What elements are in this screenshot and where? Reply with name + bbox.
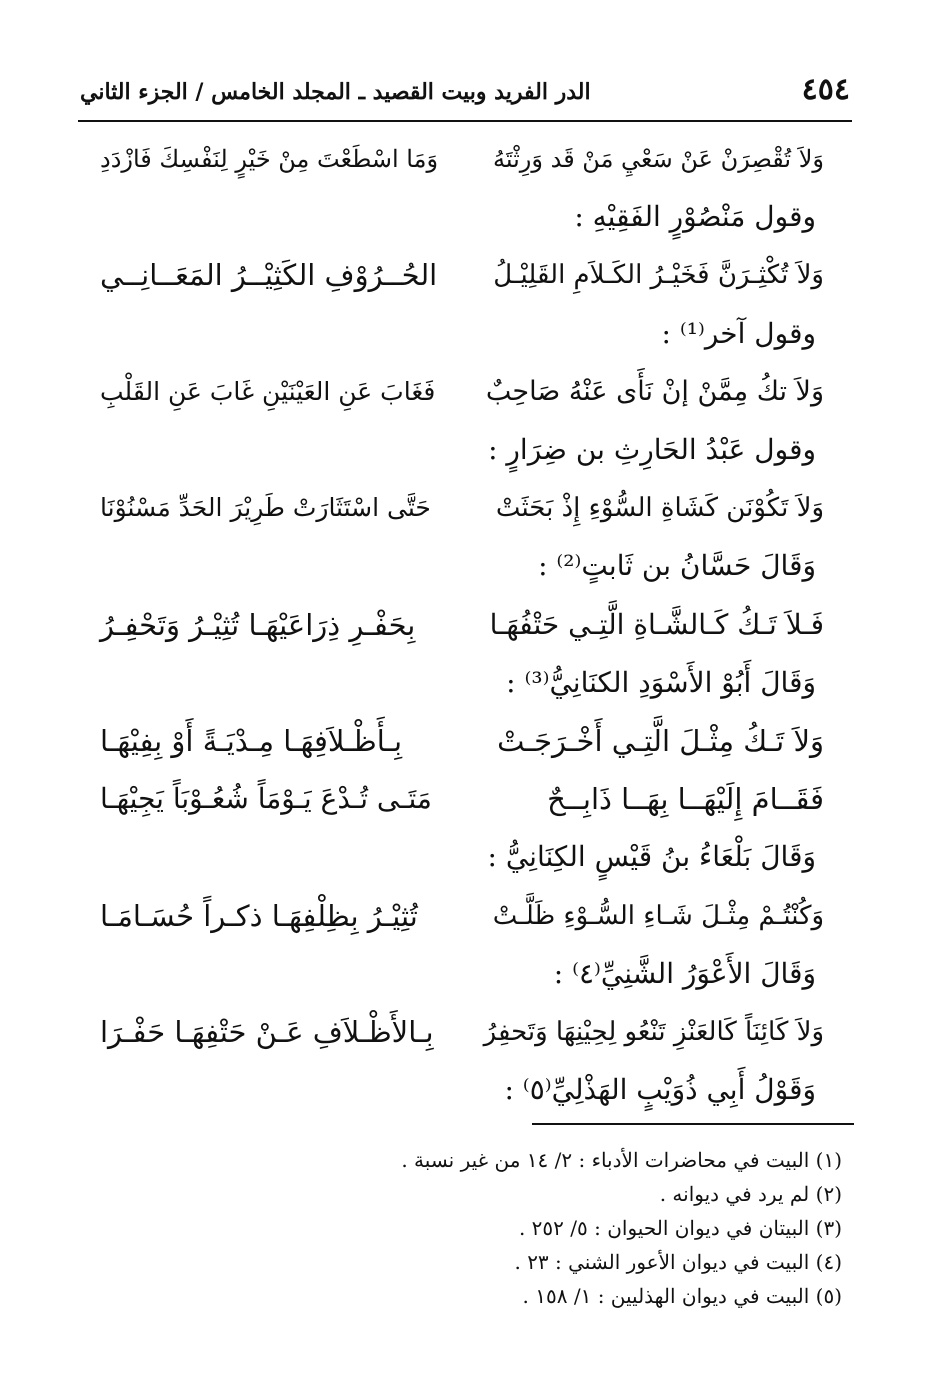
attribution-line [100,945,824,1005]
running-title: الدر الفريد وبيت القصيد ـ المجلد الخامس / الجزء الثاني [80,79,591,105]
verse-first-hemistich: وَلاَ كَائِنَاً كَالعَنْزِ تَنْعُو لِحِيْنِهَا وَتَحفِرُ [483,1017,824,1047]
footnote-2: (٢) لم يرد في ديوانه . [659,1182,842,1206]
verse-line [100,130,824,190]
verse-first-hemistich: وَلاَ تَـكُ مِثْـلَ الَّتِـي أَخْـرَجَـتْ [497,724,824,758]
attribution-text: وَقَالَ حَسَّانُ بن ثَابتٍ⁽²⁾ : [538,549,816,583]
footnote-1: (١) البيت في محاضرات الأدباء : ٢/ ١٤ من غير نسبة . [401,1148,842,1172]
verse-second-hemistich: بِـأَظْـلاَفِهَـا مِـدْيَـةً أَوْ بِفِيْهَـا [100,724,403,758]
verse-second-hemistich: بِـالأَظْـلاَفِ عَـنْ حَتْفِهَـا حَفْـرَا [100,1015,434,1049]
verse-second-hemistich: الحُــرُوْفِ الكَثِيْــرُ المَعَــانِــي [100,258,438,293]
header-rule [78,120,852,122]
verse-line [100,479,824,539]
attribution-line [100,305,824,365]
verse-line [100,246,824,306]
verse-second-hemistich: تُثِيْـرُ بِظِلْفِهَـا ذكـراً حُسَـامَـا [100,898,418,933]
footnotes [80,1143,842,1313]
attribution-line [100,828,824,888]
attribution-text: وقول عَبْدُ الحَارِثِ بن ضِرَارٍ : [488,433,816,466]
verse-first-hemistich: وَلاَ تُقْصِرَنْ عَنْ سَعْيِ مَنْ قَد وَرِثْتَهُ [493,145,824,173]
verse-first-hemistich: وَلاَ تَكُوْنَن كَشَاةِ السُّوْءِ إِذْ بَحَثَتْ [495,493,824,524]
verse-second-hemistich: حَتَّى اسْتَثَارَتْ طَرِيْرَ الحَدِّ مَسْنُوْنَا [100,493,431,523]
verse-second-hemistich: وَمَا اسْطَعْتَ مِنْ خَيْرٍ لِنَفْسِكَ فَازْدَدِ [100,145,439,173]
verse-line [100,596,824,656]
verse-first-hemistich: وَلاَ تكُ مِمَّنْ إنْ نَأَى عَنْهُ صَاحِبٌ [485,375,824,407]
attribution-line [100,421,824,481]
verse-line [100,770,824,830]
attribution-text: وَقَالَ بَلْعَاءُ بنُ قَيْسٍ الكِنَانِيُّ : [487,840,816,874]
verse-first-hemistich: وَلاَ تُكْثِـرَنَّ فَخَيْـرُ الكَـلاَمِ القَلِيْـلُ [493,260,824,291]
page-number: ٤٥٤ [801,72,850,107]
attribution-text: وقول مَنْصُوْرٍ الفَقِيْهِ : [574,200,816,234]
verse-line [100,1003,824,1063]
attribution-line [100,188,824,248]
attribution-text: وَقَوْلُ أَبِي ذُوَيْبٍ الهَذْلِيِّ⁽٥⁾ : [504,1073,816,1107]
attribution-line [100,1061,824,1121]
page-header [80,66,850,110]
verse-first-hemistich: فَـلاَ تَـكُ كَـالشَّـاةِ الَّتِـي حَتْفُهَـا [489,607,824,641]
verse-first-hemistich: فَقَــامَ إِلَيْهَــا بِهَــا ذَابِــحٌ [547,782,824,817]
verse-line [100,887,824,947]
attribution-text: وَقَالَ أَبُوْ الأَسْوَدِ الكنَانِيُّ⁽³⁾ : [506,665,816,699]
verse-line [100,712,824,772]
attribution-line [100,654,824,714]
footnote-5: (٥) البيت في ديوان الهذليين : ١/ ١٥٨ . [522,1284,842,1308]
verse-second-hemistich: بِحَفْـرِ ذِرَاعَيْهَـا تُثِيْـرُ وَتَحْفِـرُ [100,607,416,642]
attribution-text: وَقَالَ الأَعْوَرُ الشَّنِيِّ⁽٤⁾ : [553,956,816,990]
footnote-rule [532,1123,854,1125]
attribution-text: وقول آخر⁽¹⁾ : [661,316,816,350]
attribution-line [100,537,824,597]
verse-second-hemistich: فَغَابَ عَنِ العَيْنَيْنِ غَابَ عَنِ القَلْبِ [100,376,436,406]
verse-first-hemistich: وَكُنْتُـمْ مِثْـلَ شَـاءِ السُّـوْءِ ظَلَّـتْ [492,900,824,931]
verse-second-hemistich: مَتَـى تُـدْعَ يَـوْمَاً شُعُـوْبَاً يَجِيْهَـا [100,782,432,816]
footnote-4: (٤) البيت في ديوان الأعور الشني : ٢٣ . [514,1250,842,1274]
verse-line [100,363,824,423]
footnote-3: (٣) البيتان في ديوان الحيوان : ٥/ ٢٥٢ . [518,1216,842,1240]
